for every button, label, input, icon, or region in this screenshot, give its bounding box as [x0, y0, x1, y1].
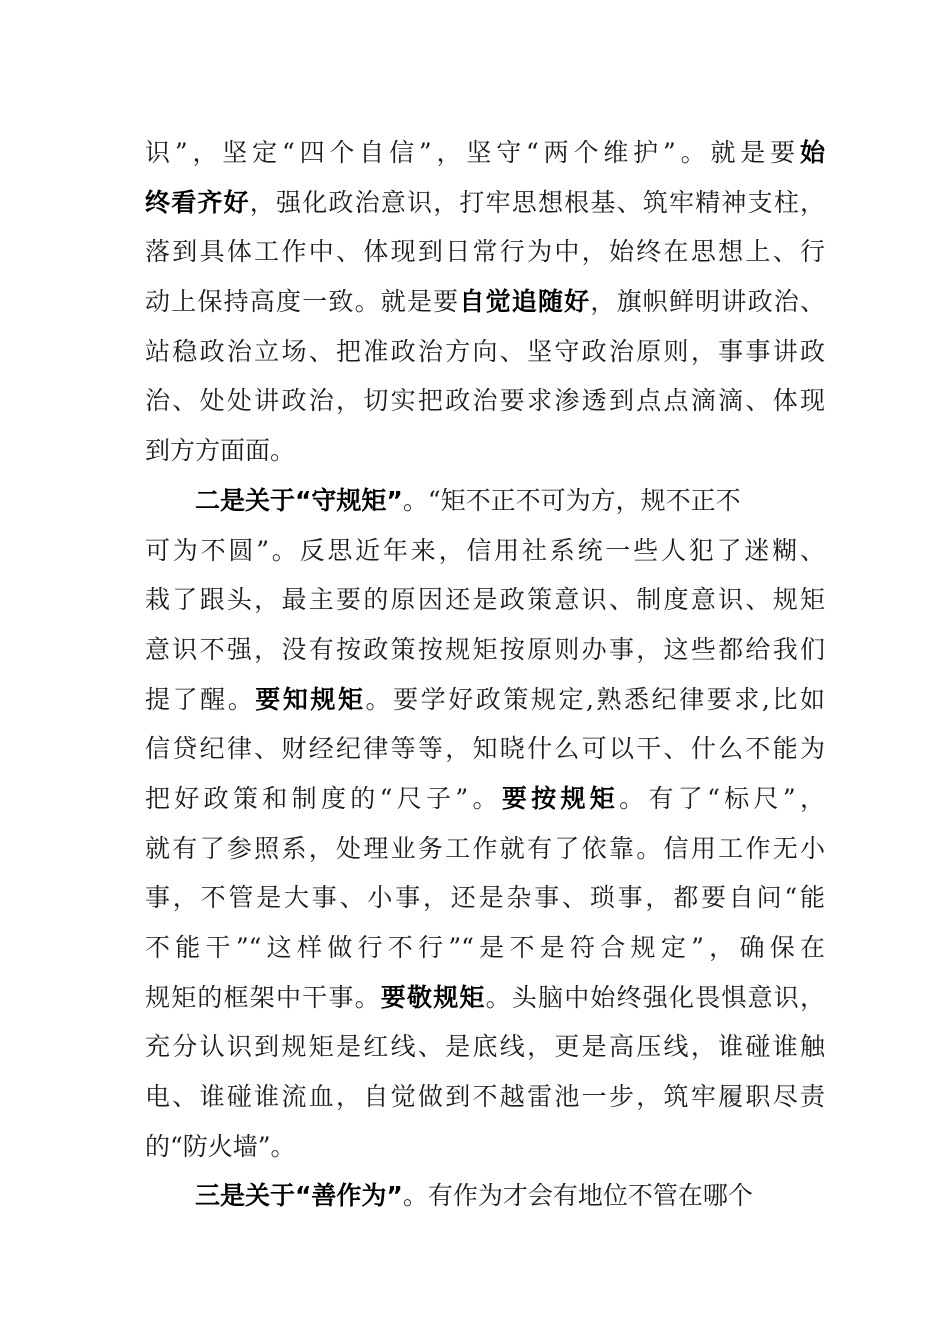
text-run: 可为不圆”。反思近年来，信用社系统一些人犯了迷糊、	[145, 535, 825, 565]
text-run: 。“矩不正不可为方，规不正不	[402, 485, 741, 515]
text-line	[145, 923, 825, 973]
text-line	[145, 824, 825, 874]
text-line	[145, 1122, 825, 1172]
text-line	[145, 376, 825, 426]
emphasis-text: 始	[799, 138, 825, 167]
text-run: ，强化政治意识，打牢思想根基、筑牢精神支柱，	[249, 187, 825, 217]
text-run: 站稳政治立场、把准政治方向、坚守政治原则，事事讲政	[145, 336, 825, 366]
section-heading: 二是关于“守规矩”	[195, 485, 403, 515]
text-line	[145, 724, 825, 774]
text-run: 落到具体工作中、体现到日常行为中，始终在思想上、行	[145, 237, 825, 267]
text-run: 栽了跟头，最主要的原因还是政策意识、制度意识、规矩	[145, 585, 825, 615]
text-run: 动上保持高度一致。就是要	[145, 287, 460, 317]
text-run: 治、处处讲政治，切实把政治要求渗透到点点滴滴、体现	[145, 386, 825, 416]
text-line	[145, 873, 825, 923]
text-run: 识”，坚定“四个自信”，坚守“两个维护”。就是要	[145, 138, 800, 167]
text-line	[145, 327, 825, 377]
paragraph-first-line	[145, 476, 825, 526]
body-text	[145, 128, 825, 1221]
text-run: 提了醒。	[145, 684, 256, 714]
text-run: 事，不管是大事、小事，还是杂事、琐事，都要自问“能	[145, 883, 825, 913]
text-line	[145, 1072, 825, 1122]
text-line	[145, 526, 825, 576]
text-line	[145, 227, 825, 277]
text-run: 。有作为才会有地位不管在哪个	[402, 1181, 753, 1211]
text-line	[145, 1022, 825, 1072]
text-run: 不能干”“这样做行不行”“是不是符合规定”，确保在	[145, 933, 825, 962]
text-run: 充分认识到规矩是红线、是底线，更是高压线，谁碰谁触	[145, 1032, 825, 1062]
text-run: 规矩的框架中干事。	[145, 982, 381, 1012]
text-run: 。要学好政策规定,熟悉纪律要求,比如	[365, 684, 825, 714]
text-run: 意识不强，没有按政策按规矩按原则办事，这些都给我们	[145, 634, 825, 664]
emphasis-text: 要知规矩	[255, 684, 366, 714]
text-run: 电、谁碰谁流血，自觉做到不越雷池一步，筑牢履职尽责	[145, 1082, 825, 1112]
text-line	[145, 277, 825, 327]
text-line	[145, 575, 825, 625]
text-run: 信贷纪律、财经纪律等等，知晓什么可以干、什么不能为	[145, 734, 825, 764]
text-run: 到方方面面。	[145, 436, 296, 466]
text-run: ，旗帜鲜明讲政治、	[590, 287, 825, 317]
emphasis-text: 自觉追随好	[459, 287, 591, 317]
text-line	[145, 128, 825, 178]
text-line	[145, 625, 825, 675]
text-line	[145, 973, 825, 1023]
text-line	[145, 675, 825, 725]
section-heading: 三是关于“善作为”	[195, 1181, 403, 1211]
emphasis-text: 要敬规矩	[380, 982, 486, 1012]
text-line	[145, 178, 825, 228]
text-run: 就有了参照系，处理业务工作就有了依靠。信用工作无小	[145, 833, 825, 863]
emphasis-text: 要按规矩	[501, 783, 620, 813]
text-run: 把好政策和制度的“尺子”。	[145, 783, 502, 813]
text-run: 。有了“标尺”，	[619, 783, 825, 813]
emphasis-text: 终看齐好	[145, 187, 250, 217]
text-line	[145, 426, 825, 476]
paragraph-first-line	[145, 1171, 825, 1221]
text-line	[145, 774, 825, 824]
text-run: 的“防火墙”。	[145, 1131, 296, 1161]
text-run: 。头脑中始终强化畏惧意识，	[485, 982, 825, 1012]
